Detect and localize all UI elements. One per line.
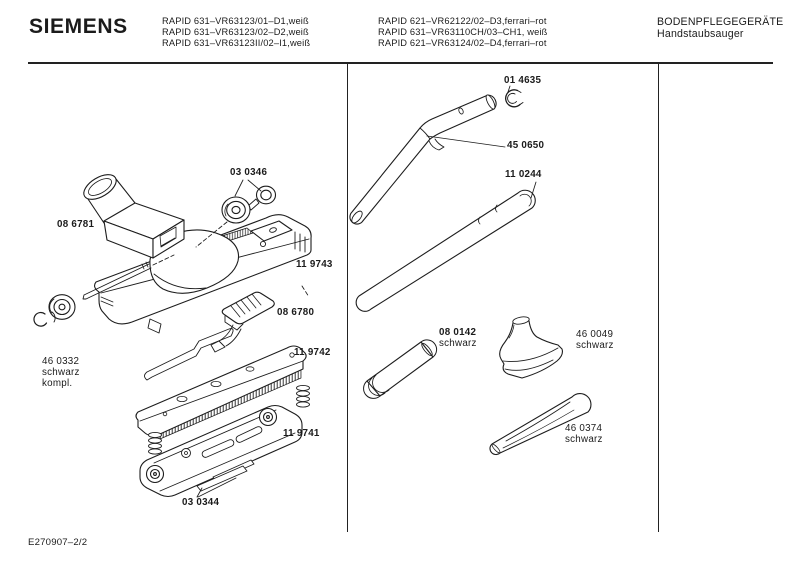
part-label-extension-tube	[505, 169, 542, 180]
part-label-sole-plate	[283, 428, 320, 439]
part-number: 46 0374	[565, 423, 603, 434]
part-label-hose-sleeve	[439, 327, 477, 349]
bent-tube-drawing	[350, 94, 497, 225]
part-number: 46 0332	[42, 356, 80, 367]
model-line: RAPID 631–VR63123/02–D2,weiß	[162, 26, 309, 37]
part-label-swivel-elbow	[57, 219, 94, 230]
part-label-brush-frame	[294, 347, 331, 358]
part-label-upholstery-nozzle	[576, 329, 614, 351]
model-line: RAPID 631–VR63123/01–D1,weiß	[162, 16, 309, 26]
part-number: 11 9742	[294, 347, 331, 358]
model-line: RAPID 621–VR62122/02–D3,ferrari–rot	[378, 16, 547, 26]
part-number: 08 0142	[439, 327, 477, 338]
brand-logo: SIEMENS	[29, 15, 128, 38]
part-label-wheel-kit	[42, 356, 80, 389]
part-number: 08 6780	[277, 307, 315, 318]
clamp-ring-drawing	[506, 90, 523, 107]
part-number: 11 9741	[283, 428, 320, 439]
part-label-wheel-set	[230, 167, 267, 178]
part-note: schwarz	[439, 338, 477, 349]
extension-tube-drawing	[356, 190, 535, 311]
part-label-clamp-ring	[504, 75, 541, 86]
swivel-elbow-drawing	[80, 170, 184, 258]
part-note: kompl.	[42, 378, 73, 389]
hose-sleeve-drawing	[364, 340, 437, 399]
upholstery-nozzle-drawing	[500, 316, 563, 378]
part-number: 11 0244	[505, 169, 542, 180]
document-number: E270907–2/2	[28, 537, 88, 548]
part-number: 03 0346	[230, 167, 268, 178]
part-label-thread-lifters	[182, 497, 219, 508]
model-line: RAPID 621–VR63124/02–D4,ferrari–rot	[378, 37, 547, 48]
part-number: 08 6781	[57, 219, 95, 230]
part-label-crevice-nozzle	[565, 423, 603, 445]
category-title: BODENPFLEGEGERÄTE	[657, 16, 784, 28]
part-number: 01 4635	[504, 75, 542, 86]
part-label-pedal	[277, 307, 314, 318]
part-note: schwarz	[565, 434, 603, 445]
category-subtitle: Handstaubsauger	[657, 27, 744, 40]
part-number: 03 0344	[182, 497, 220, 508]
model-line: RAPID 631–VR63110CH/03–CH1, weiß	[378, 26, 548, 37]
part-number: 45 0650	[507, 140, 545, 151]
part-label-housing	[296, 259, 333, 270]
part-number: 46 0049	[576, 329, 614, 340]
part-number: 11 9743	[296, 259, 333, 270]
pedal-drawing	[211, 292, 274, 352]
part-note: schwarz	[42, 367, 80, 378]
part-note: schwarz	[576, 340, 614, 351]
model-line: RAPID 631–VR63123II/02–I1,weiß	[162, 37, 311, 48]
part-label-bent-tube	[507, 140, 544, 151]
